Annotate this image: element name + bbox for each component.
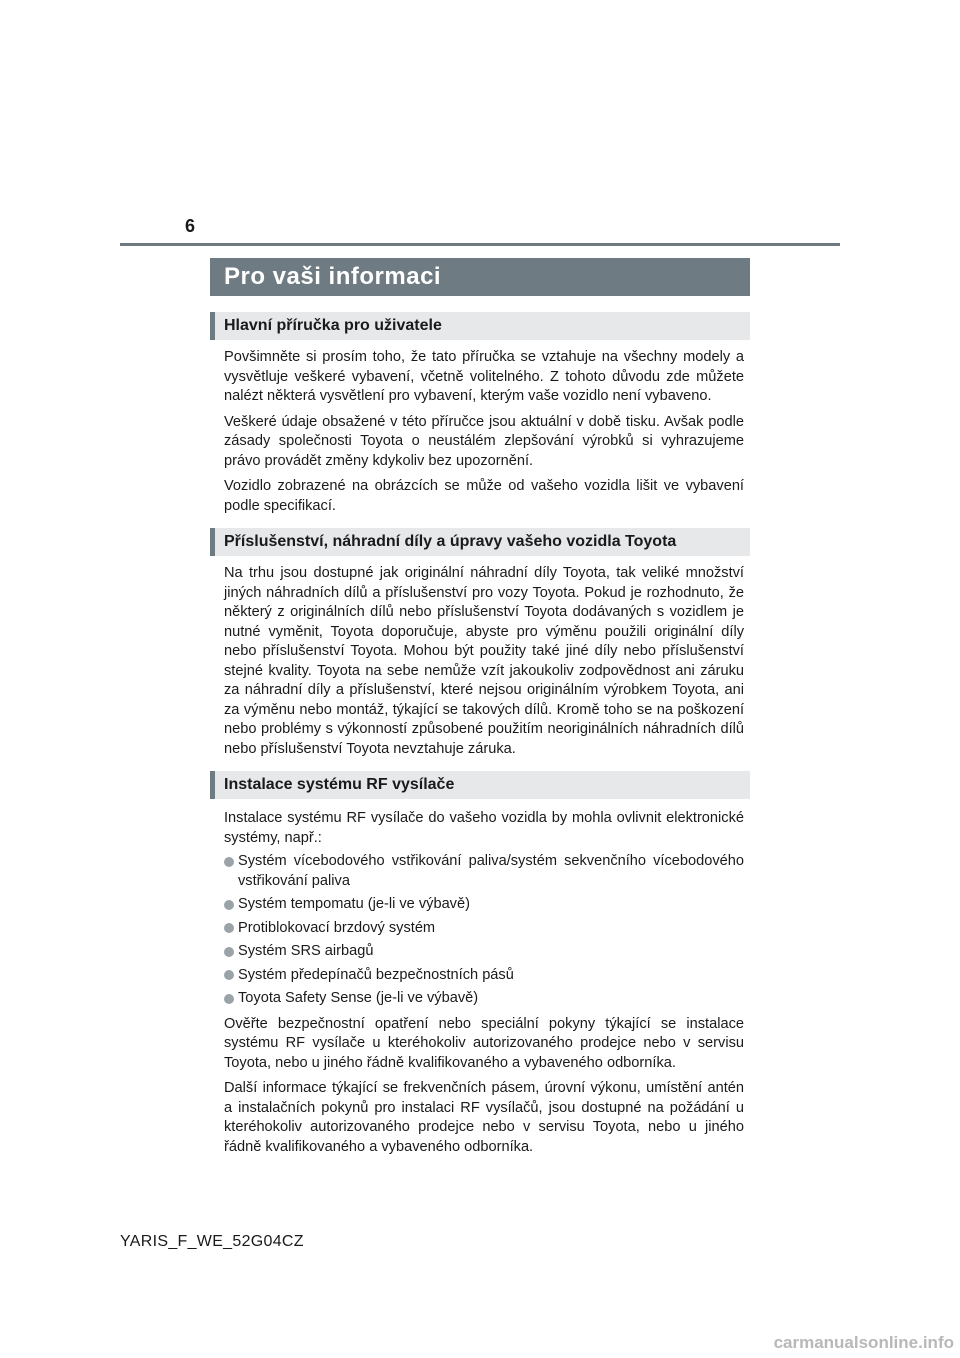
bullet-dot-icon [224, 852, 238, 872]
bullet-dot-icon [224, 895, 238, 915]
list-item [224, 919, 744, 939]
paragraph: Na trhu jsou dostupné jak originální náhradní díly Toyota, tak veliké množství jiných náhradních dílů a příslušenství pro vozy Toyota. Pokud je rozhodnuto, že některý z originálních dílů nebo příslušenství Toyota dodávaných s vozidlem je nutné vyměnit, Toyota doporučuje, abyste pro výměnu použili originální díly nebo příslušenství Toyota. Mohou být použity také jiné díly nebo příslušenství stejné kvality. Toyota na sebe nemůže vzít jakoukoliv zodpovědnost ani záruku za náhradní díly a příslušenství, které nejsou originálním výrobkem Toyota, ani za výměnu nebo montáž, týkající se takových dílů. Kromě toho se na poškození nebo problémy s výkonností způsobené použitím neoriginálních náhradních dílů nebo příslušenství Toyota nevztahuje záruka. [224, 565, 744, 757]
watermark: carmanualsonline.info [773, 1333, 954, 1352]
section-accessories [210, 528, 750, 759]
list-item [224, 966, 744, 986]
list-item-text: Systém vícebodového vstřikování paliva/systém sekvenčního vícebodového vstřikování paliva [238, 853, 744, 889]
list-item-text: Systém tempomatu (je-li ve výbavě) [238, 896, 470, 912]
paragraph: Ověřte bezpečnostní opatření nebo speciální pokyny týkající se instalace systému RF vysílače u kteréhokoliv autorizovaného prodejce nebo v servisu Toyota, nebo u jiného řádně kvalifikovaného a vybaveného odborníka. [224, 1015, 744, 1071]
list-item-text: Systém SRS airbagů [238, 943, 374, 959]
bullet-dot-icon [224, 919, 238, 939]
paragraph: Další informace týkající se frekvenčních pásem, úrovní výkonu, umístění antén a instalačních pokynů pro instalaci RF vysílačů, jsou dostupné na požádání u kteréhokoliv autorizovaného prodejce nebo v servisu Toyota, nebo u jiného řádně kvalifikovaného a vybaveného odborníka. [224, 1080, 744, 1155]
list-item-text: Protiblokovací brzdový systém [238, 919, 436, 936]
list-item [224, 942, 744, 962]
section-rf-transmitter [210, 771, 750, 1157]
paragraph: Instalace systému RF vysílače do vašeho vozidla by mohla ovlivnit elektronické systémy, např.: [224, 810, 744, 846]
page-number: 6 [185, 216, 196, 236]
list-item-text: Systém předepínačů bezpečnostních pásů [238, 966, 514, 983]
paragraph: Veškeré údaje obsažené v této příručce jsou aktuální v době tisku. Avšak podle zásady společnosti Toyota o neustálém zlepšování výrobků si vyhrazujeme právo provádět změny kdykoliv bez upozornění. [224, 413, 744, 469]
section-heading: Hlavní příručka pro uživatele [210, 312, 750, 340]
section-heading: Instalace systému RF vysílače [210, 771, 750, 799]
header-rule [120, 243, 840, 246]
page-title: Pro vaši informaci [210, 258, 750, 296]
paragraph: Povšimněte si prosím toho, že tato příručka se vztahuje na všechny modely a vysvětluje veškeré vybavení, včetně volitelného. Z tohoto důvodu zde můžete nalézt některá vysvětlení pro vybavení, kterým vaše vozidlo není vybaveno. [224, 349, 744, 404]
list-item [224, 895, 744, 915]
paragraph: Vozidlo zobrazené na obrázcích se může od vašeho vozidla lišit ve vybavení podle specifikací. [224, 478, 744, 514]
list-item [224, 989, 744, 1009]
bullet-dot-icon [224, 989, 238, 1009]
section-heading: Příslušenství, náhradní díly a úpravy vašeho vozidla Toyota [210, 528, 750, 556]
list-item-text: Toyota Safety Sense (je-li ve výbavě) [238, 990, 479, 1006]
footer-code: YARIS_F_WE_52G04CZ [120, 1233, 304, 1250]
main-content [210, 312, 750, 1157]
list-item [224, 852, 744, 891]
bullet-dot-icon [224, 942, 238, 962]
section-user-manual [210, 312, 750, 516]
bullet-dot-icon [224, 966, 238, 986]
